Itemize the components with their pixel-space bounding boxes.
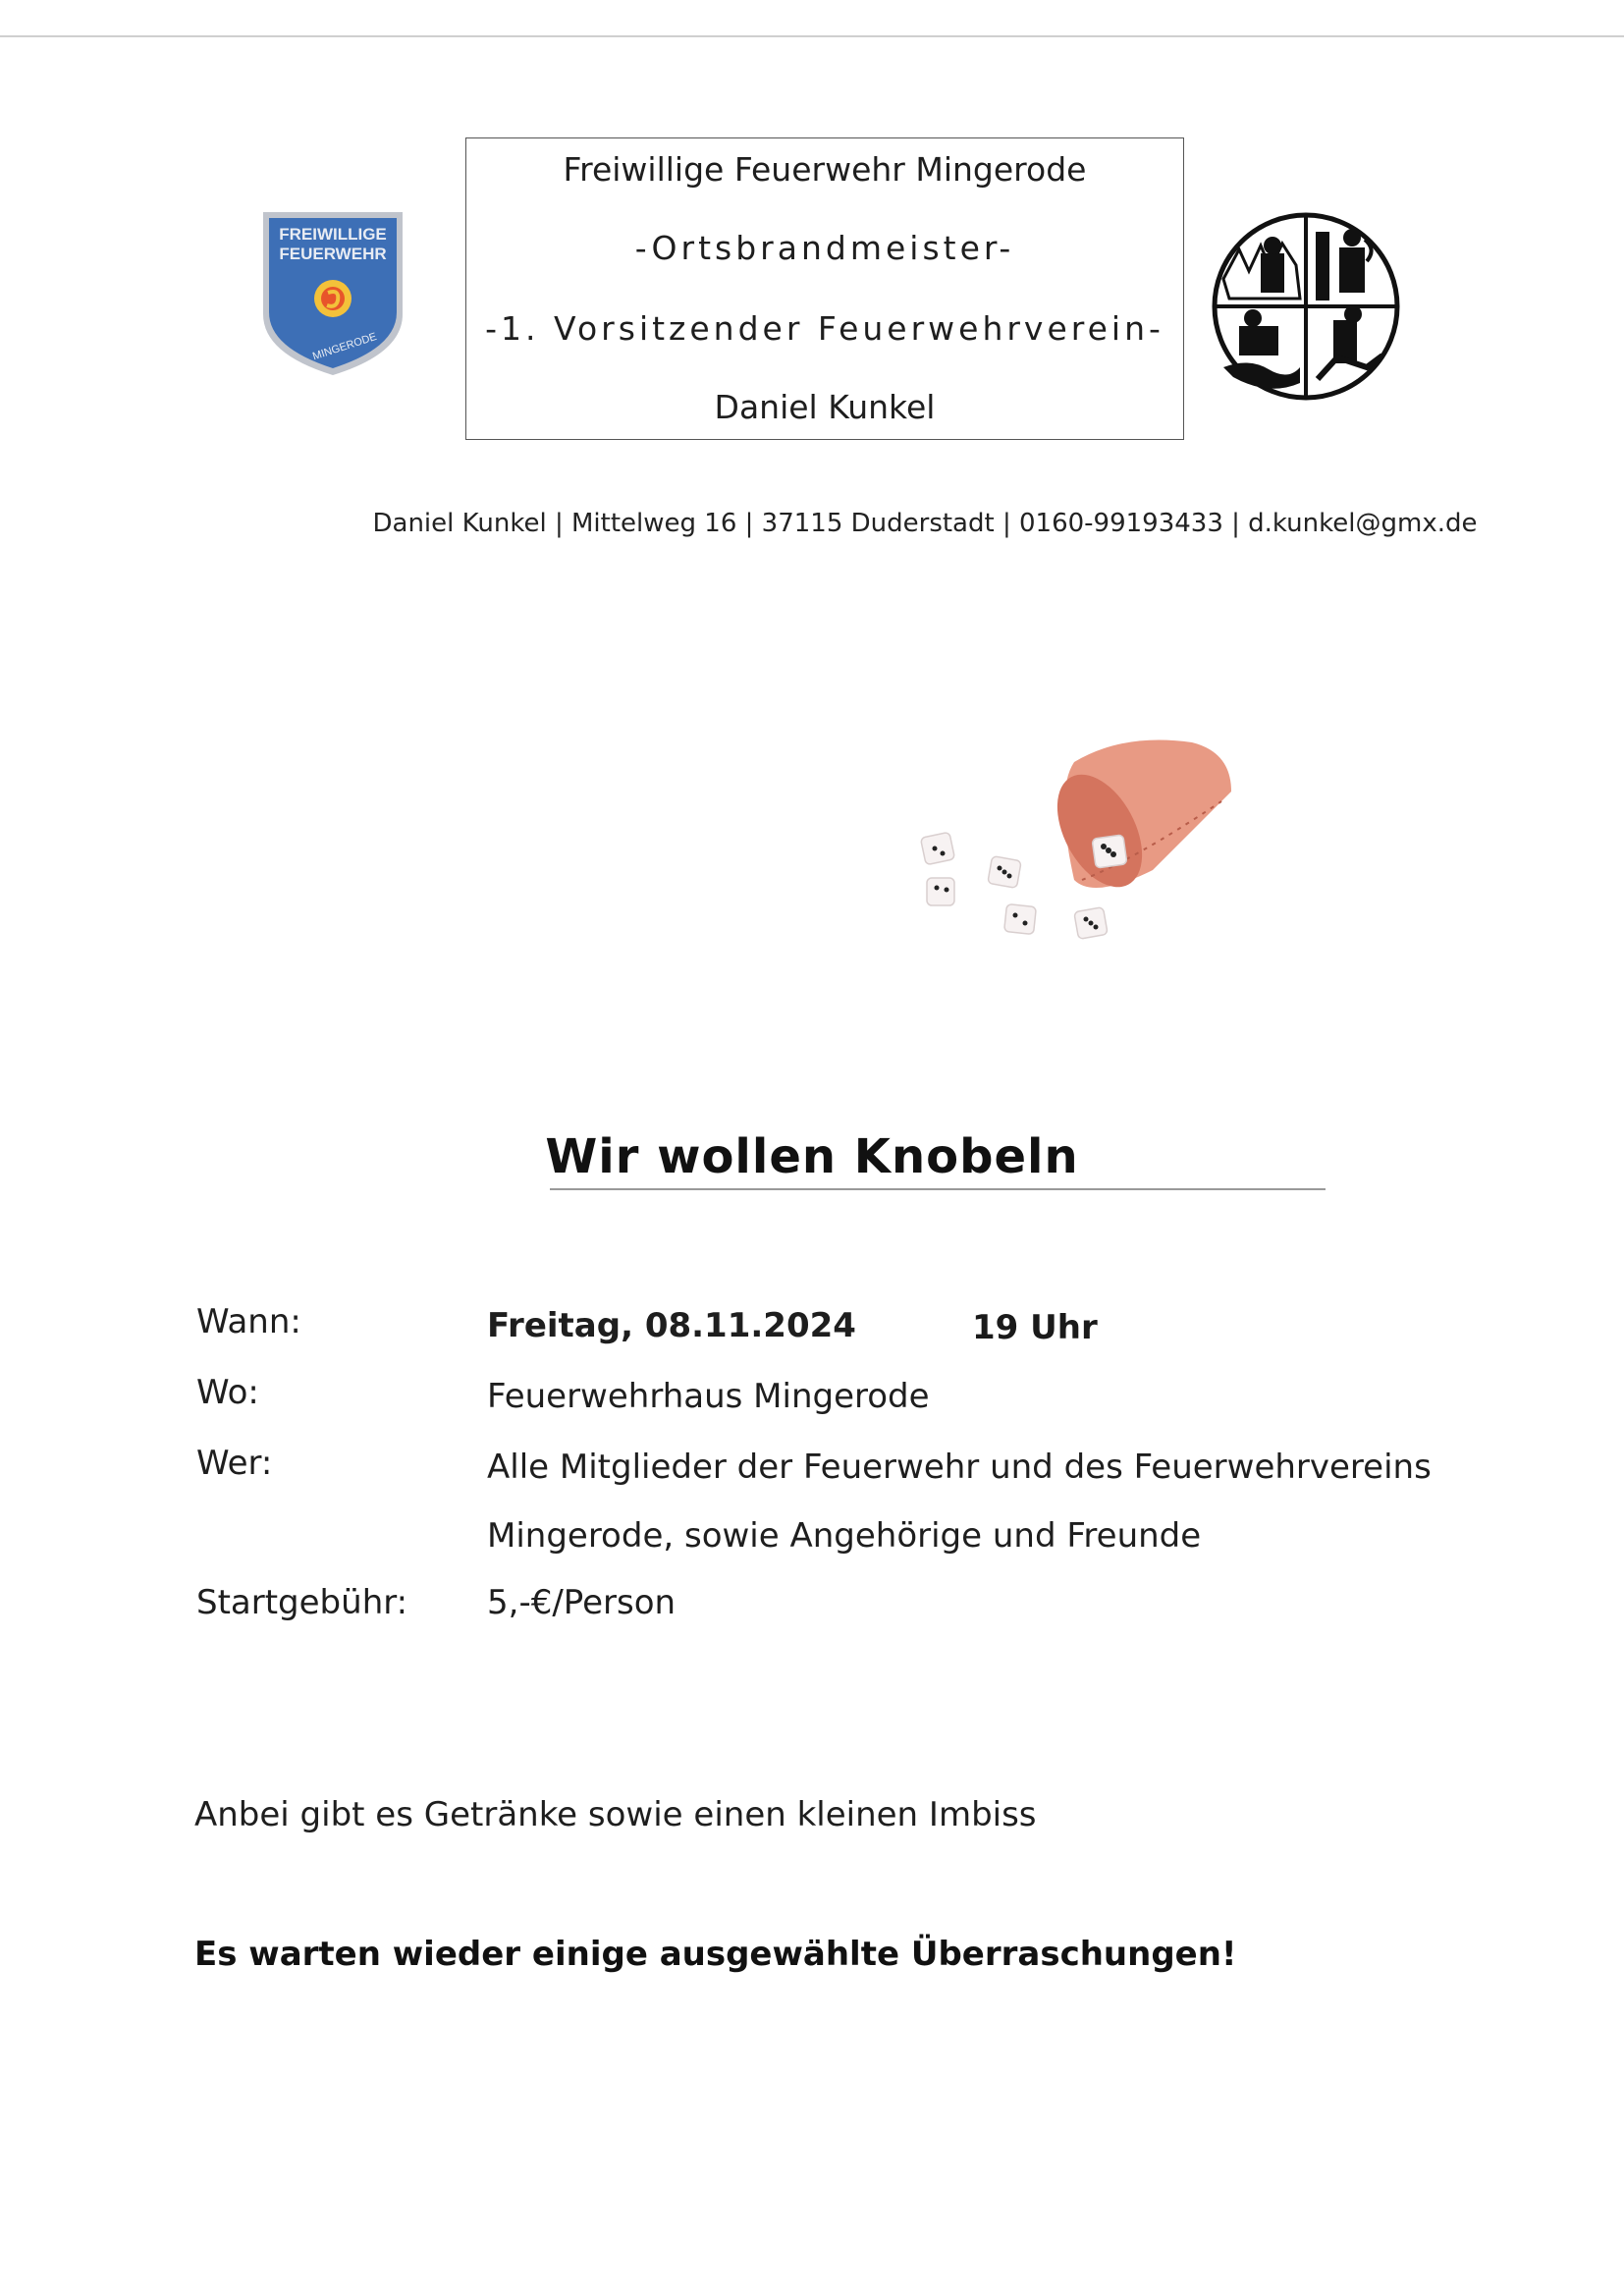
badge-line-2: FEUERWEHR — [279, 245, 387, 263]
org-name: Freiwillige Feuerwehr Mingerode — [563, 150, 1087, 189]
fee-value: 5,-€/Person — [487, 1583, 677, 1622]
flyer-title: Wir wollen Knobeln — [545, 1129, 1079, 1184]
who-value-line-2: Mingerode, sowie Angehörige und Freunde — [487, 1516, 1202, 1556]
when-label: Wann: — [196, 1302, 301, 1341]
badge-ring-text: MINGERODE — [310, 330, 379, 363]
who-label: Wer: — [196, 1444, 273, 1483]
refreshments-note: Anbei gibt es Getränke sowie einen kleinen Imbiss — [194, 1795, 1037, 1834]
fee-label: Startgebühr: — [196, 1583, 408, 1622]
dice-cup-illustration — [907, 733, 1241, 978]
scan-edge-line — [0, 35, 1624, 37]
fire-brigade-badge-icon — [257, 206, 408, 381]
badge-line-1: FREIWILLIGE — [279, 225, 387, 244]
where-value: Feuerwehrhaus Mingerode — [487, 1377, 930, 1416]
when-time: 19 Uhr — [972, 1308, 1098, 1347]
contact-line: Daniel Kunkel | Mittelweg 16 | 37115 Duderstadt | 0160-99193433 | d.kunkel@gmx.de — [372, 509, 1478, 538]
dice-cup-icon — [1040, 740, 1231, 902]
title-underline — [550, 1188, 1326, 1190]
role-1: -Ortsbrandmeister- — [634, 229, 1015, 267]
who-value-line-1: Alle Mitglieder der Feuerwehr und des Feuerwehrvereins — [487, 1448, 1432, 1487]
where-label: Wo: — [196, 1373, 259, 1412]
when-date: Freitag, 08.11.2024 — [487, 1306, 856, 1345]
letterhead-box — [465, 137, 1184, 440]
firefighter-seal-icon — [1210, 210, 1402, 403]
person-name: Daniel Kunkel — [714, 388, 936, 426]
role-2: -1. Vorsitzender Feuerwehrverein- — [485, 309, 1164, 348]
closing-line: Es warten wieder einige ausgewählte Überraschungen! — [194, 1935, 1237, 1974]
